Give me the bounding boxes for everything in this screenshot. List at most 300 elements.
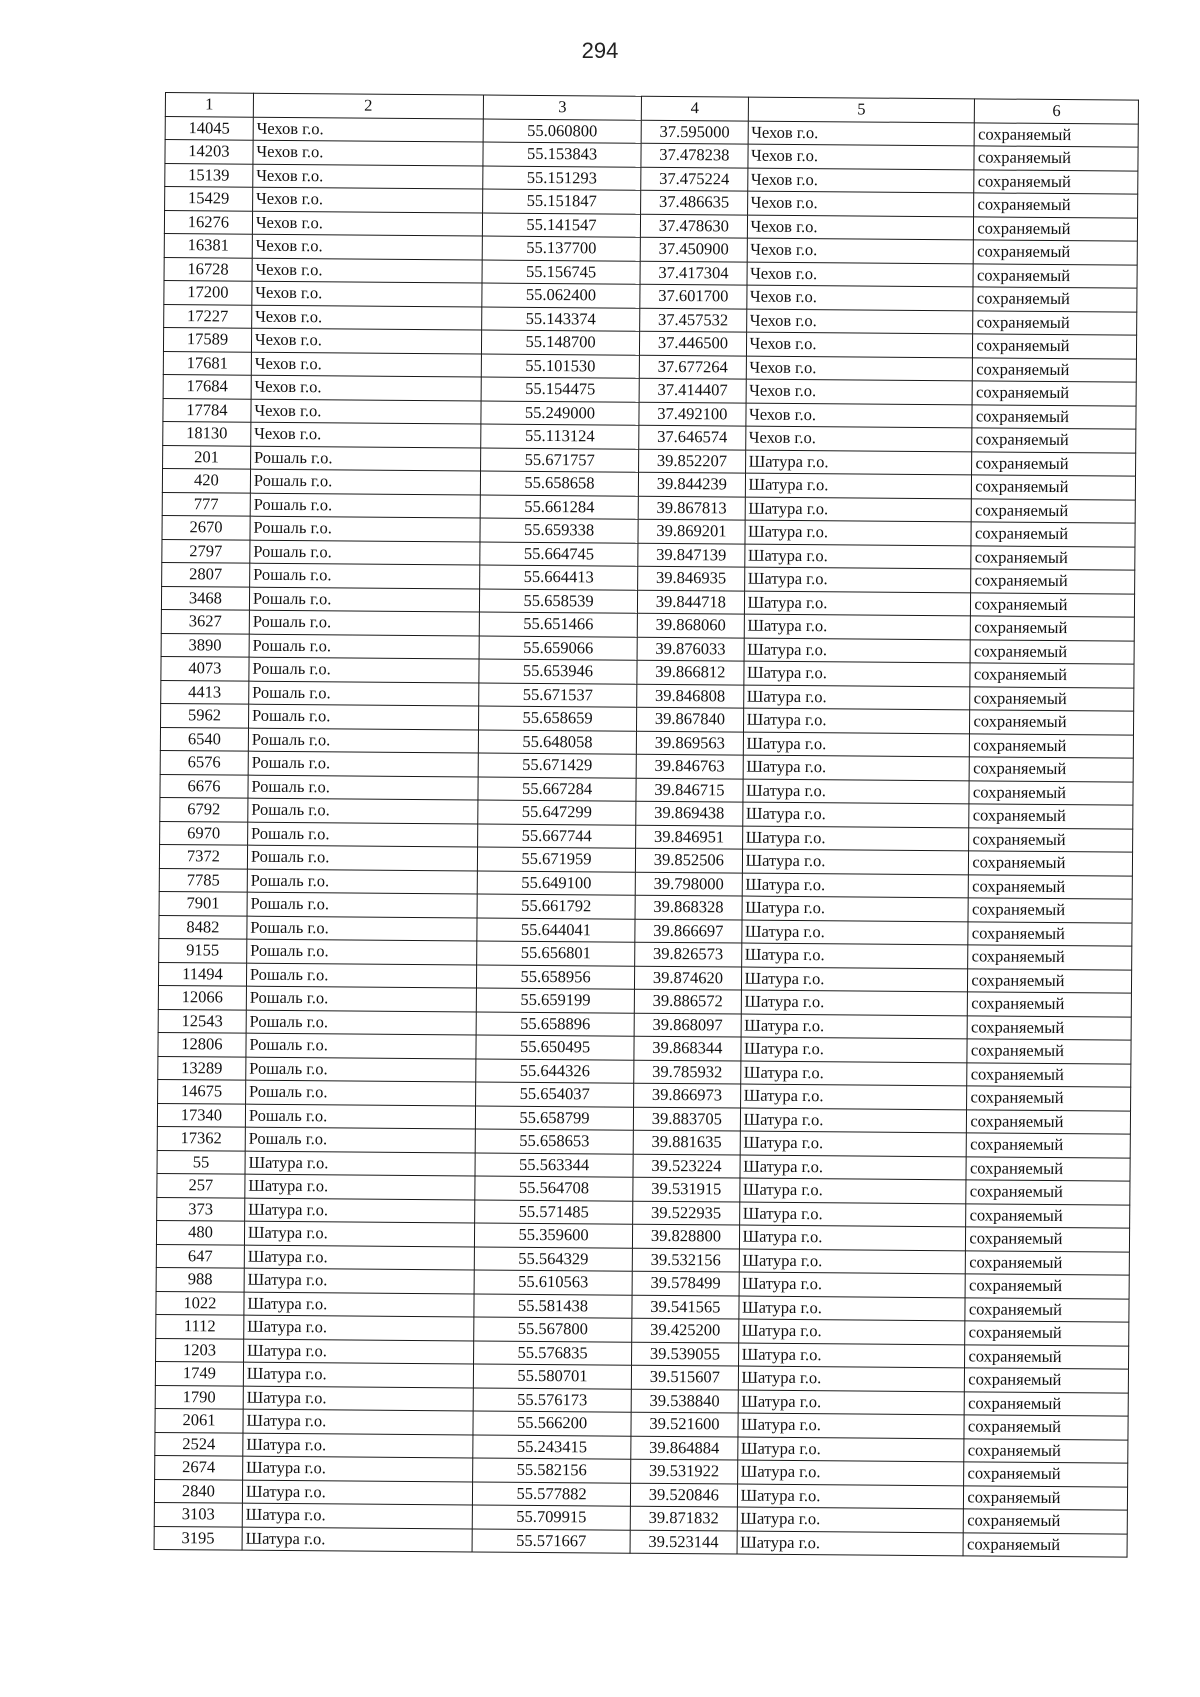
cell-id: 17362 <box>157 1126 245 1150</box>
cell-municipality: Рошаль г.о. <box>248 728 478 753</box>
cell-status: сохраняемый <box>974 216 1138 241</box>
cell-status: сохраняемый <box>969 780 1133 805</box>
cell-longitude: 39.844239 <box>639 472 745 496</box>
cell-longitude: 39.521600 <box>631 1412 737 1436</box>
cell-longitude: 37.446500 <box>640 331 746 355</box>
cell-latitude: 55.658799 <box>475 1105 634 1130</box>
cell-latitude: 55.659338 <box>480 518 639 543</box>
cell-district: Шатура г.о. <box>744 567 971 592</box>
cell-id: 15429 <box>165 187 253 211</box>
column-header-2: 2 <box>253 93 483 118</box>
cell-longitude: 39.425200 <box>632 1318 738 1342</box>
cell-longitude: 39.846715 <box>636 778 742 802</box>
cell-latitude: 55.566200 <box>473 1411 632 1436</box>
cell-latitude: 55.644041 <box>477 917 636 942</box>
cell-district: Шатура г.о. <box>737 1484 964 1509</box>
cell-status: сохраняемый <box>970 686 1134 711</box>
cell-status: сохраняемый <box>966 1250 1130 1275</box>
cell-id: 2674 <box>155 1455 243 1479</box>
cell-latitude: 55.101530 <box>481 353 640 378</box>
cell-district: Шатура г.о. <box>740 1061 967 1086</box>
cell-status: сохраняемый <box>969 804 1133 829</box>
cell-status: сохраняемый <box>965 1391 1129 1416</box>
cell-id: 7901 <box>159 891 247 915</box>
cell-latitude: 55.658653 <box>475 1129 634 1154</box>
cell-district: Чехов г.о. <box>747 238 974 263</box>
cell-district: Шатура г.о. <box>743 755 970 780</box>
cell-status: сохраняемый <box>974 169 1138 194</box>
cell-longitude: 39.868097 <box>634 1013 740 1037</box>
cell-district: Чехов г.о. <box>745 403 972 428</box>
cell-district: Шатура г.о. <box>745 497 972 522</box>
cell-id: 1203 <box>156 1338 244 1362</box>
cell-status: сохраняемый <box>963 1532 1127 1557</box>
cell-longitude: 39.867840 <box>637 707 743 731</box>
column-header-5: 5 <box>748 97 975 122</box>
cell-status: сохраняемый <box>968 1015 1132 1040</box>
cell-longitude: 39.876033 <box>637 637 743 661</box>
cell-longitude: 37.677264 <box>640 355 746 379</box>
cell-municipality: Шатура г.о. <box>243 1386 473 1411</box>
cell-latitude: 55.661284 <box>480 494 639 519</box>
cell-district: Чехов г.о. <box>746 379 973 404</box>
cell-district: Шатура г.о. <box>740 1084 967 1109</box>
cell-latitude: 55.567800 <box>474 1317 633 1342</box>
cell-id: 16728 <box>164 257 252 281</box>
cell-district: Шатура г.о. <box>742 873 969 898</box>
cell-id: 3890 <box>161 633 249 657</box>
cell-longitude: 39.874620 <box>635 966 741 990</box>
cell-status: сохраняемый <box>972 498 1136 523</box>
cell-municipality: Рошаль г.о. <box>248 798 478 823</box>
cell-id: 257 <box>157 1173 245 1197</box>
cell-district: Чехов г.о. <box>746 309 973 334</box>
cell-municipality: Чехов г.о. <box>253 140 483 165</box>
cell-latitude: 55.671959 <box>477 847 636 872</box>
cell-district: Чехов г.о. <box>747 168 974 193</box>
cell-id: 420 <box>162 468 250 492</box>
cell-status: сохраняемый <box>972 404 1136 429</box>
cell-status: сохраняемый <box>965 1344 1129 1369</box>
cell-municipality: Рошаль г.о. <box>245 1127 475 1152</box>
cell-longitude: 37.478630 <box>641 214 747 238</box>
cell-longitude: 39.538840 <box>631 1389 737 1413</box>
cell-latitude: 55.647299 <box>478 800 637 825</box>
cell-status: сохраняемый <box>966 1203 1130 1228</box>
cell-id: 2061 <box>155 1408 243 1432</box>
cell-longitude: 39.869201 <box>638 519 744 543</box>
cell-district: Шатура г.о. <box>743 732 970 757</box>
cell-longitude: 39.846763 <box>636 754 742 778</box>
cell-status: сохраняемый <box>966 1180 1130 1205</box>
cell-municipality: Шатура г.о. <box>245 1151 475 1176</box>
cell-id: 9155 <box>159 938 247 962</box>
cell-longitude: 39.846935 <box>638 566 744 590</box>
cell-status: сохраняемый <box>965 1274 1129 1299</box>
cell-latitude: 55.137700 <box>482 236 641 261</box>
cell-district: Шатура г.о. <box>740 1155 967 1180</box>
cell-longitude: 39.541565 <box>632 1295 738 1319</box>
cell-longitude: 39.798000 <box>635 872 741 896</box>
cell-district: Чехов г.о. <box>747 144 974 169</box>
cell-id: 14675 <box>158 1079 246 1103</box>
cell-longitude: 37.601700 <box>640 284 746 308</box>
cell-latitude: 55.709915 <box>472 1505 631 1530</box>
cell-district: Шатура г.о. <box>745 450 972 475</box>
cell-latitude: 55.151847 <box>482 189 641 214</box>
cell-municipality: Чехов г.о. <box>252 211 482 236</box>
cell-municipality: Рошаль г.о. <box>249 657 479 682</box>
cell-latitude: 55.148700 <box>481 330 640 355</box>
cell-longitude: 39.826573 <box>635 942 741 966</box>
table-body <box>154 116 1138 1557</box>
cell-municipality: Чехов г.о. <box>251 375 481 400</box>
cell-id: 1790 <box>155 1385 243 1409</box>
cell-status: сохраняемый <box>964 1462 1128 1487</box>
cell-latitude: 55.671429 <box>478 753 637 778</box>
cell-status: сохраняемый <box>972 475 1136 500</box>
cell-municipality: Шатура г.о. <box>243 1362 473 1387</box>
column-header-3: 3 <box>483 95 642 120</box>
cell-longitude: 39.846951 <box>636 825 742 849</box>
cell-municipality: Шатура г.о. <box>243 1339 473 1364</box>
cell-longitude: 39.864884 <box>631 1436 737 1460</box>
cell-longitude: 37.457532 <box>640 308 746 332</box>
cell-district: Чехов г.о. <box>747 262 974 287</box>
cell-latitude: 55.664413 <box>479 565 638 590</box>
cell-latitude: 55.650495 <box>476 1035 635 1060</box>
cell-latitude: 55.156745 <box>482 259 641 284</box>
cell-longitude: 39.531922 <box>631 1459 737 1483</box>
cell-longitude: 39.531915 <box>633 1177 739 1201</box>
cell-municipality: Чехов г.о. <box>251 328 481 353</box>
cell-id: 2797 <box>162 539 250 563</box>
cell-district: Шатура г.о. <box>742 896 969 921</box>
cell-id: 14045 <box>165 116 253 140</box>
cell-municipality: Рошаль г.о. <box>245 1080 475 1105</box>
cell-longitude: 39.869438 <box>636 801 742 825</box>
cell-longitude: 39.828800 <box>633 1224 739 1248</box>
cell-id: 4073 <box>161 656 249 680</box>
cell-latitude: 55.154475 <box>481 377 640 402</box>
cell-id: 6576 <box>160 750 248 774</box>
cell-status: сохраняемый <box>969 874 1133 899</box>
cell-district: Шатура г.о. <box>737 1507 964 1532</box>
cell-district: Шатура г.о. <box>737 1460 964 1485</box>
cell-municipality: Рошаль г.о. <box>248 775 478 800</box>
cell-latitude: 55.151293 <box>483 165 642 190</box>
cell-longitude: 39.868344 <box>634 1036 740 1060</box>
cell-municipality: Рошаль г.о. <box>249 587 479 612</box>
cell-district: Шатура г.о. <box>740 1108 967 1133</box>
cell-latitude: 55.576835 <box>473 1340 632 1365</box>
cell-id: 5962 <box>161 703 249 727</box>
cell-municipality: Чехов г.о. <box>251 422 481 447</box>
cell-status: сохраняемый <box>973 357 1137 382</box>
cell-district: Шатура г.о. <box>740 1131 967 1156</box>
cell-longitude: 39.847139 <box>638 543 744 567</box>
cell-municipality: Шатура г.о. <box>242 1503 472 1528</box>
cell-status: сохраняемый <box>968 921 1132 946</box>
cell-id: 1749 <box>155 1361 243 1385</box>
cell-status: сохраняемый <box>968 992 1132 1017</box>
cell-status: сохраняемый <box>968 945 1132 970</box>
cell-municipality: Рошаль г.о. <box>246 986 476 1011</box>
cell-latitude: 55.113124 <box>481 424 640 449</box>
cell-latitude: 55.659066 <box>479 635 638 660</box>
cell-status: сохраняемый <box>965 1321 1129 1346</box>
cell-municipality: Чехов г.о. <box>253 117 483 142</box>
cell-municipality: Чехов г.о. <box>253 164 483 189</box>
cell-id: 12543 <box>158 1009 246 1033</box>
cell-status: сохраняемый <box>964 1438 1128 1463</box>
cell-latitude: 55.658659 <box>478 706 637 731</box>
cell-longitude: 37.486635 <box>641 190 747 214</box>
cell-id: 18130 <box>163 421 251 445</box>
cell-district: Шатура г.о. <box>739 1178 966 1203</box>
cell-status: сохраняемый <box>968 898 1132 923</box>
cell-latitude: 55.659199 <box>476 988 635 1013</box>
cell-municipality: Шатура г.о. <box>244 1315 474 1340</box>
cell-municipality: Шатура г.о. <box>244 1268 474 1293</box>
cell-longitude: 39.866812 <box>637 660 743 684</box>
cell-status: сохраняемый <box>971 522 1135 547</box>
cell-latitude: 55.658539 <box>479 588 638 613</box>
cell-status: сохраняемый <box>973 287 1137 312</box>
cell-status: сохраняемый <box>973 334 1137 359</box>
cell-municipality: Чехов г.о. <box>252 187 482 212</box>
cell-municipality: Чехов г.о. <box>252 234 482 259</box>
cell-id: 17589 <box>163 327 251 351</box>
cell-latitude: 55.667284 <box>478 776 637 801</box>
cell-latitude: 55.610563 <box>474 1270 633 1295</box>
cell-municipality: Рошаль г.о. <box>245 1104 475 1129</box>
cell-status: сохраняемый <box>972 428 1136 453</box>
cell-municipality: Шатура г.о. <box>245 1198 475 1223</box>
cell-municipality: Рошаль г.о. <box>247 916 477 941</box>
cell-municipality: Шатура г.о. <box>243 1433 473 1458</box>
cell-district: Шатура г.о. <box>737 1531 964 1556</box>
cell-district: Чехов г.о. <box>746 285 973 310</box>
cell-status: сохраняемый <box>967 1086 1131 1111</box>
cell-status: сохраняемый <box>968 968 1132 993</box>
cell-municipality: Шатура г.о. <box>244 1292 474 1317</box>
cell-id: 201 <box>163 445 251 469</box>
cell-status: сохраняемый <box>971 545 1135 570</box>
cell-status: сохраняемый <box>971 569 1135 594</box>
cell-status: сохраняемый <box>966 1227 1130 1252</box>
cell-status: сохраняемый <box>970 639 1134 664</box>
cell-district: Шатура г.о. <box>738 1296 965 1321</box>
cell-district: Шатура г.о. <box>741 1014 968 1039</box>
cell-longitude: 39.871832 <box>630 1506 736 1530</box>
cell-longitude: 37.492100 <box>639 402 745 426</box>
cell-id: 17681 <box>163 351 251 375</box>
cell-latitude: 55.571667 <box>472 1528 631 1553</box>
cell-status: сохраняемый <box>967 1133 1131 1158</box>
cell-latitude: 55.667744 <box>477 823 636 848</box>
cell-district: Шатура г.о. <box>744 544 971 569</box>
cell-municipality: Рошаль г.о. <box>250 493 480 518</box>
cell-id: 6792 <box>160 797 248 821</box>
data-table <box>154 92 1139 1558</box>
cell-longitude: 39.868328 <box>635 895 741 919</box>
cell-status: сохраняемый <box>964 1415 1128 1440</box>
cell-id: 988 <box>156 1267 244 1291</box>
cell-latitude: 55.658658 <box>480 471 639 496</box>
cell-status: сохраняемый <box>967 1039 1131 1064</box>
cell-latitude: 55.564708 <box>475 1176 634 1201</box>
cell-longitude: 37.646574 <box>639 425 745 449</box>
cell-id: 17227 <box>164 304 252 328</box>
cell-district: Шатура г.о. <box>745 473 972 498</box>
cell-district: Шатура г.о. <box>738 1390 965 1415</box>
cell-id: 7785 <box>159 868 247 892</box>
cell-district: Шатура г.о. <box>743 685 970 710</box>
cell-status: сохраняемый <box>966 1156 1130 1181</box>
cell-id: 15139 <box>165 163 253 187</box>
cell-longitude: 39.846808 <box>637 684 743 708</box>
cell-district: Шатура г.о. <box>741 990 968 1015</box>
cell-id: 13289 <box>158 1056 246 1080</box>
cell-status: сохраняемый <box>975 122 1139 147</box>
cell-latitude: 55.644326 <box>476 1058 635 1083</box>
cell-longitude: 37.478238 <box>641 143 747 167</box>
cell-id: 8482 <box>159 915 247 939</box>
cell-status: сохраняемый <box>974 193 1138 218</box>
cell-district: Шатура г.о. <box>742 779 969 804</box>
page-number: 294 <box>581 38 619 63</box>
cell-longitude: 39.868060 <box>637 613 743 637</box>
cell-latitude: 55.653946 <box>479 659 638 684</box>
cell-longitude: 39.578499 <box>632 1271 738 1295</box>
cell-district: Чехов г.о. <box>745 426 972 451</box>
cell-id: 4413 <box>161 680 249 704</box>
cell-longitude: 39.523224 <box>633 1154 739 1178</box>
cell-status: сохраняемый <box>970 710 1134 735</box>
cell-latitude: 55.062400 <box>482 283 641 308</box>
cell-district: Шатура г.о. <box>743 708 970 733</box>
cell-longitude: 39.883705 <box>634 1107 740 1131</box>
cell-status: сохраняемый <box>971 616 1135 641</box>
cell-district: Шатура г.о. <box>745 520 972 545</box>
cell-municipality: Рошаль г.о. <box>250 540 480 565</box>
cell-id: 12806 <box>158 1032 246 1056</box>
cell-id: 16276 <box>164 210 252 234</box>
cell-longitude: 39.523144 <box>630 1530 736 1554</box>
cell-latitude: 55.143374 <box>481 306 640 331</box>
cell-municipality: Рошаль г.о. <box>250 469 480 494</box>
cell-id: 17200 <box>164 280 252 304</box>
cell-status: сохраняемый <box>969 851 1133 876</box>
cell-district: Шатура г.о. <box>737 1437 964 1462</box>
cell-id: 3468 <box>161 586 249 610</box>
cell-longitude: 39.866973 <box>634 1083 740 1107</box>
cell-municipality: Рошаль г.о. <box>250 516 480 541</box>
cell-longitude: 39.881635 <box>633 1130 739 1154</box>
cell-longitude: 39.522935 <box>633 1201 739 1225</box>
cell-district: Чехов г.о. <box>748 121 975 146</box>
cell-district: Шатура г.о. <box>738 1343 965 1368</box>
cell-status: сохраняемый <box>970 757 1134 782</box>
cell-latitude: 55.580701 <box>473 1364 632 1389</box>
cell-municipality: Чехов г.о. <box>252 281 482 306</box>
cell-district: Чехов г.о. <box>747 215 974 240</box>
cell-municipality: Чехов г.о. <box>251 352 481 377</box>
cell-status: сохраняемый <box>973 263 1137 288</box>
cell-id: 373 <box>157 1197 245 1221</box>
cell-longitude: 39.785932 <box>634 1060 740 1084</box>
cell-status: сохраняемый <box>972 381 1136 406</box>
cell-latitude: 55.141547 <box>482 212 641 237</box>
cell-district: Шатура г.о. <box>738 1366 965 1391</box>
cell-district: Чехов г.о. <box>746 332 973 357</box>
cell-latitude: 55.243415 <box>473 1434 632 1459</box>
cell-district: Шатура г.о. <box>737 1413 964 1438</box>
cell-status: сохраняемый <box>973 310 1137 335</box>
cell-latitude: 55.582156 <box>472 1458 631 1483</box>
cell-municipality: Рошаль г.о. <box>247 892 477 917</box>
cell-district: Шатура г.о. <box>739 1249 966 1274</box>
cell-municipality: Рошаль г.о. <box>249 681 479 706</box>
cell-latitude: 55.581438 <box>474 1293 633 1318</box>
cell-district: Шатура г.о. <box>742 826 969 851</box>
cell-id: 14203 <box>165 140 253 164</box>
cell-longitude: 39.852506 <box>636 848 742 872</box>
cell-latitude: 55.654037 <box>475 1082 634 1107</box>
cell-latitude: 55.359600 <box>474 1223 633 1248</box>
cell-longitude: 39.532156 <box>633 1248 739 1272</box>
cell-municipality: Шатура г.о. <box>242 1456 472 1481</box>
cell-district: Шатура г.о. <box>740 1037 967 1062</box>
cell-id: 2840 <box>154 1479 242 1503</box>
cell-latitude: 55.249000 <box>481 400 640 425</box>
cell-district: Чехов г.о. <box>747 191 974 216</box>
cell-id: 2807 <box>162 562 250 586</box>
cell-id: 480 <box>156 1220 244 1244</box>
cell-id: 647 <box>156 1244 244 1268</box>
cell-municipality: Рошаль г.о. <box>247 822 477 847</box>
cell-municipality: Рошаль г.о. <box>247 939 477 964</box>
cell-municipality: Чехов г.о. <box>252 305 482 330</box>
cell-latitude: 55.651466 <box>479 612 638 637</box>
cell-status: сохраняемый <box>964 1509 1128 1534</box>
cell-status: сохраняемый <box>974 146 1138 171</box>
cell-district: Шатура г.о. <box>743 661 970 686</box>
cell-municipality: Чехов г.о. <box>251 399 481 424</box>
cell-status: сохраняемый <box>970 733 1134 758</box>
cell-municipality: Рошаль г.о. <box>249 634 479 659</box>
cell-latitude: 55.571485 <box>474 1199 633 1224</box>
cell-latitude: 55.153843 <box>483 142 642 167</box>
cell-status: сохраняемый <box>974 240 1138 265</box>
cell-district: Шатура г.о. <box>742 849 969 874</box>
cell-district: Шатура г.о. <box>744 614 971 639</box>
cell-id: 2670 <box>162 515 250 539</box>
cell-longitude: 39.539055 <box>632 1342 738 1366</box>
cell-municipality: Рошаль г.о. <box>248 751 478 776</box>
cell-id: 55 <box>157 1150 245 1174</box>
cell-district: Шатура г.о. <box>744 638 971 663</box>
cell-status: сохраняемый <box>972 451 1136 476</box>
cell-latitude: 55.576173 <box>473 1387 632 1412</box>
cell-municipality: Шатура г.о. <box>244 1245 474 1270</box>
cell-latitude: 55.563344 <box>475 1152 634 1177</box>
column-header-6: 6 <box>975 99 1139 124</box>
cell-latitude: 55.658896 <box>476 1011 635 1036</box>
column-header-1: 1 <box>165 93 253 117</box>
cell-id: 3103 <box>154 1502 242 1526</box>
